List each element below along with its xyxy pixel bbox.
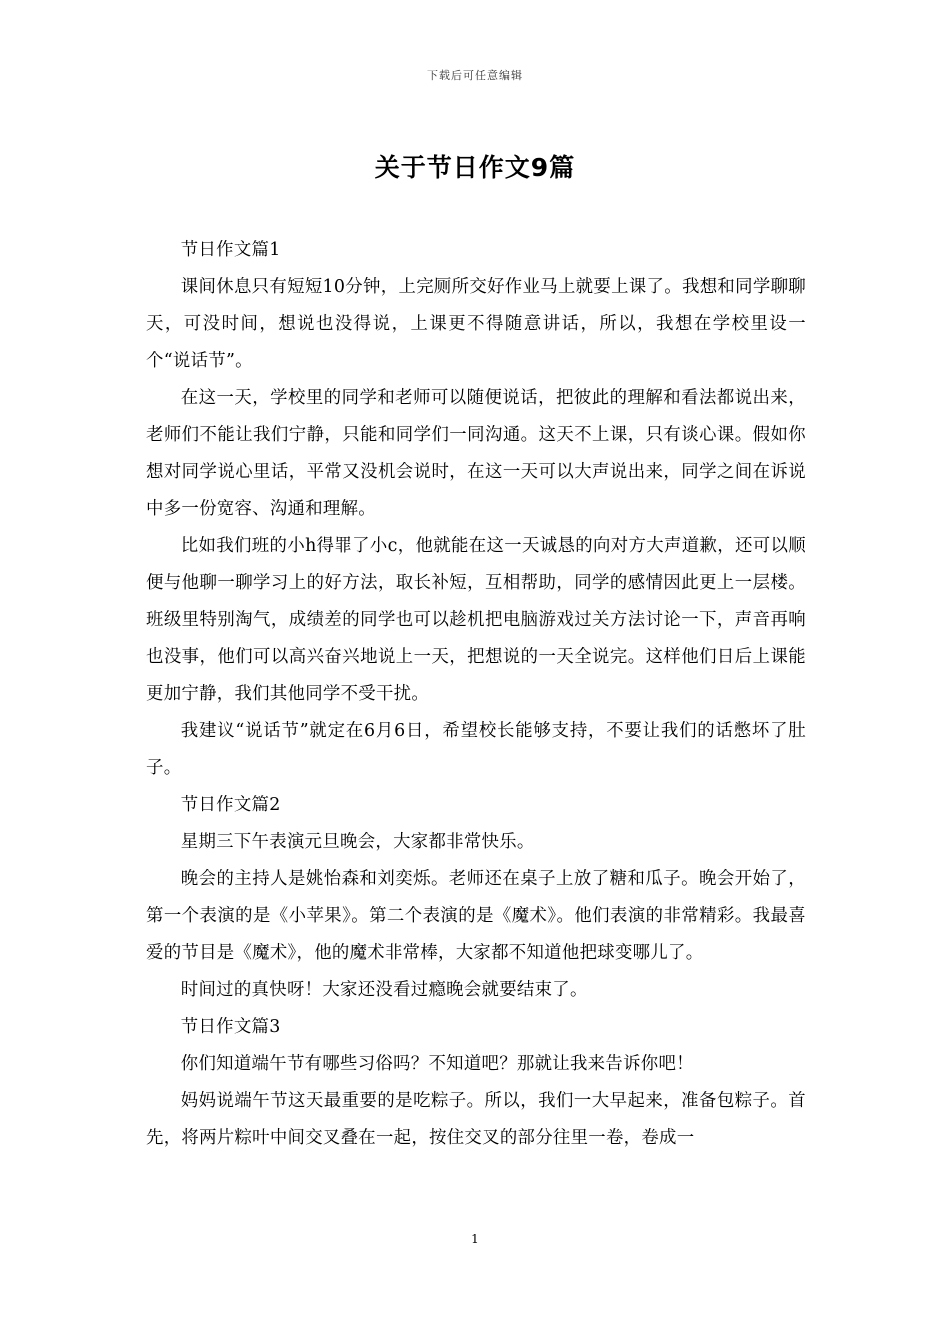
section-heading: 节日作文篇3: [180, 1017, 281, 1037]
section-heading: 节日作文篇1: [180, 240, 281, 260]
section-heading: 节日作文篇2: [180, 795, 281, 815]
body-paragraph: 时间过的真快呀！大家还没看过瘾晚会就要结束了。: [180, 980, 588, 1000]
document-title: 关于节日作文9篇: [374, 153, 576, 182]
body-paragraph: 课间休息只有短短10分钟，上完厕所交好作业马上就要上课了。我想和同学聊聊天，可没时间，想说也没得说，上课更不得随意讲话，所以，我想在学校里设一个“说话节”。: [146, 277, 806, 371]
page-number: 1: [471, 1232, 479, 1246]
body-paragraph: 你们知道端午节有哪些习俗吗？不知道吧？那就让我来告诉你吧！: [180, 1054, 694, 1074]
body-paragraph: 星期三下午表演元旦晚会，大家都非常快乐。: [180, 832, 535, 852]
header-note: 下载后可任意编辑: [427, 69, 523, 82]
body-paragraph: 晚会的主持人是姚怡森和刘奕烁。老师还在桌子上放了糖和瓜子。晚会开始了，第一个表演的是《小苹果》。第二个表演的是《魔术》。他们表演的非常精彩。我最喜爱的节目是《魔术》，他的魔术非常棒，大家都不知道他把球变哪儿了。: [146, 869, 806, 963]
body-paragraph: 我建议“说话节”就定在6月6日，希望校长能够支持，不要让我们的话憋坏了肚子。: [146, 721, 806, 778]
body-paragraph: 在这一天，学校里的同学和老师可以随便说话，把彼此的理解和看法都说出来，老师们不能让我们宁静，只能和同学们一同沟通。这天不上课，只有谈心课。假如你想对同学说心里话，平常又没机会说时，在这一天可以大声说出来，同学之间在诉说中多一份宽容、沟通和理解。: [146, 388, 806, 519]
document-body: [146, 232, 806, 1157]
body-paragraph: 比如我们班的小h得罪了小c，他就能在这一天诚恳的向对方大声道歉，还可以顺便与他聊一聊学习上的好方法，取长补短，互相帮助，同学的感情因此更上一层楼。班级里特别淘气，成绩差的同学也可以趁机把电脑游戏过关方法讨论一下，声音再响也没事，他们可以高兴奋兴地说上一天，把想说的一天全说完。这样他们日后上课能更加宁静，我们其他同学不受干扰。: [146, 536, 806, 704]
body-paragraph: 妈妈说端午节这天最重要的是吃粽子。所以，我们一大早起来，准备包粽子。首先，将两片粽叶中间交叉叠在一起，按住交叉的部分往里一卷，卷成一: [146, 1091, 806, 1148]
